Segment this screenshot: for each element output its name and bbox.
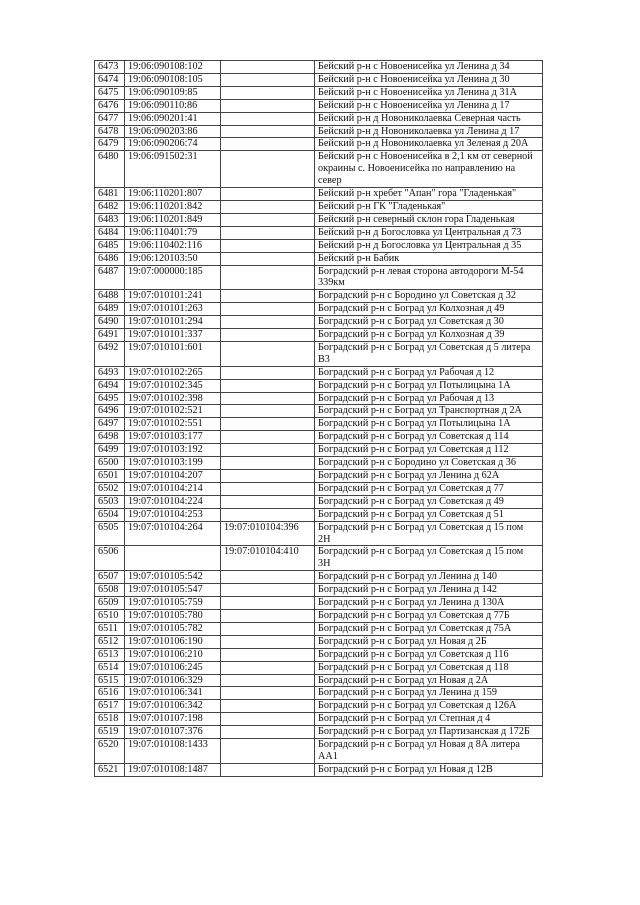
row-number-cell: 6476: [95, 99, 125, 112]
row-number-cell: 6483: [95, 213, 125, 226]
table-row: [95, 138, 543, 151]
cadastral-number-cell: 19:06:090201:41: [125, 112, 221, 125]
row-number-cell: 6475: [95, 86, 125, 99]
cadastral-number-2-cell: [221, 379, 315, 392]
address-cell: Боградский р-н с Боград ул Советская д 51: [315, 508, 543, 521]
address-cell: Боградский р-н с Боград ул Советская д 15 пом 3Н: [315, 546, 543, 571]
cadastral-number-cell: 19:07:010101:263: [125, 303, 221, 316]
address-cell: Боградский р-н с Боград ул Советская д 15 пом 2Н: [315, 521, 543, 546]
table-row: [95, 303, 543, 316]
cadastral-number-2-cell: [221, 763, 315, 776]
cadastral-number-cell: 19:07:010102:265: [125, 366, 221, 379]
cadastral-number-2-cell: [221, 597, 315, 610]
cadastral-number-cell: 19:07:010104:224: [125, 495, 221, 508]
address-cell: Бейский р-н д Новониколаевка ул Ленина д 17: [315, 125, 543, 138]
address-cell: Бейский р-н с Новоенисейка ул Ленина д 31А: [315, 86, 543, 99]
cadastral-number-2-cell: [221, 200, 315, 213]
cadastral-number-cell: 19:07:010102:521: [125, 405, 221, 418]
cadastral-number-cell: 19:06:110201:807: [125, 188, 221, 201]
address-cell: Боградский р-н с Боград ул Рабочая д 12: [315, 366, 543, 379]
cadastral-number-cell: 19:06:110401:79: [125, 226, 221, 239]
address-cell: Боградский р-н с Боград ул Ленина д 140: [315, 571, 543, 584]
cadastral-number-cell: 19:06:090108:105: [125, 73, 221, 86]
table-row: [95, 521, 543, 546]
address-cell: Боградский р-н с Боград ул Ленина д 159: [315, 687, 543, 700]
row-number-cell: 6501: [95, 470, 125, 483]
cadastral-number-cell: 19:07:010101:337: [125, 329, 221, 342]
row-number-cell: 6508: [95, 584, 125, 597]
property-table-body: [95, 61, 543, 777]
row-number-cell: 6512: [95, 635, 125, 648]
address-cell: Боградский р-н с Боград ул Новая д 2Б: [315, 635, 543, 648]
address-cell: Бейский р-н с Новоенисейка ул Ленина д 17: [315, 99, 543, 112]
row-number-cell: 6513: [95, 648, 125, 661]
address-cell: Боградский р-н с Боград ул Новая д 8А литера АА1: [315, 739, 543, 764]
cadastral-number-2-cell: [221, 73, 315, 86]
cadastral-number-cell: 19:07:010104:207: [125, 470, 221, 483]
address-cell: Боградский р-н с Боград ул Советская д 5 литера В3: [315, 341, 543, 366]
row-number-cell: 6494: [95, 379, 125, 392]
address-cell: Бейский р-н д Богословка ул Центральная д 73: [315, 226, 543, 239]
table-row: [95, 470, 543, 483]
address-cell: Боградский р-н с Боград ул Советская д 114: [315, 431, 543, 444]
table-row: [95, 86, 543, 99]
cadastral-number-cell: 19:06:091502:31: [125, 151, 221, 188]
address-cell: Боградский р-н с Боград ул Рабочая д 13: [315, 392, 543, 405]
table-row: [95, 392, 543, 405]
row-number-cell: 6506: [95, 546, 125, 571]
row-number-cell: 6515: [95, 674, 125, 687]
cadastral-number-2-cell: [221, 635, 315, 648]
row-number-cell: 6519: [95, 726, 125, 739]
row-number-cell: 6498: [95, 431, 125, 444]
table-row: [95, 571, 543, 584]
row-number-cell: 6495: [95, 392, 125, 405]
cadastral-number-cell: 19:07:010104:264: [125, 521, 221, 546]
address-cell: Бейский р-н с Новоенисейка в 2,1 км от северной окраины с. Новоенисейка по направлению на север: [315, 151, 543, 188]
cadastral-number-2-cell: [221, 151, 315, 188]
table-row: [95, 713, 543, 726]
cadastral-number-2-cell: [221, 661, 315, 674]
row-number-cell: 6520: [95, 739, 125, 764]
table-row: [95, 73, 543, 86]
row-number-cell: 6500: [95, 457, 125, 470]
cadastral-number-cell: 19:07:010105:542: [125, 571, 221, 584]
cadastral-number-2-cell: [221, 252, 315, 265]
cadastral-number-cell: 19:06:090109:85: [125, 86, 221, 99]
cadastral-number-cell: 19:07:000000:185: [125, 265, 221, 290]
cadastral-number-cell: 19:07:010105:547: [125, 584, 221, 597]
cadastral-number-cell: 19:07:010101:294: [125, 316, 221, 329]
address-cell: Боградский р-н с Боград ул Советская д 30: [315, 316, 543, 329]
address-cell: Боградский р-н с Боград ул Советская д 77Б: [315, 609, 543, 622]
row-number-cell: 6514: [95, 661, 125, 674]
cadastral-number-2-cell: [221, 188, 315, 201]
cadastral-number-2-cell: [221, 125, 315, 138]
row-number-cell: 6521: [95, 763, 125, 776]
table-row: [95, 508, 543, 521]
table-row: [95, 151, 543, 188]
row-number-cell: 6496: [95, 405, 125, 418]
address-cell: Бейский р-н хребет "Апан" гора "Гладенькая": [315, 188, 543, 201]
table-row: [95, 61, 543, 74]
cadastral-number-cell: 19:06:110402:116: [125, 239, 221, 252]
row-number-cell: 6505: [95, 521, 125, 546]
address-cell: Боградский р-н с Боград ул Советская д 112: [315, 444, 543, 457]
cadastral-number-2-cell: 19:07:010104:410: [221, 546, 315, 571]
cadastral-number-2-cell: [221, 265, 315, 290]
row-number-cell: 6504: [95, 508, 125, 521]
cadastral-number-2-cell: [221, 700, 315, 713]
cadastral-number-cell: 19:07:010105:782: [125, 622, 221, 635]
cadastral-number-2-cell: [221, 431, 315, 444]
cadastral-number-cell: 19:07:010104:253: [125, 508, 221, 521]
row-number-cell: 6502: [95, 482, 125, 495]
cadastral-number-cell: 19:06:120103:50: [125, 252, 221, 265]
address-cell: Бейский р-н д Новониколаевка ул Зеленая д 20А: [315, 138, 543, 151]
row-number-cell: 6474: [95, 73, 125, 86]
cadastral-number-2-cell: [221, 495, 315, 508]
cadastral-number-cell: 19:06:090203:86: [125, 125, 221, 138]
cadastral-number-cell: 19:07:010105:780: [125, 609, 221, 622]
document-page: [94, 60, 542, 777]
row-number-cell: 6507: [95, 571, 125, 584]
address-cell: Боградский р-н с Боград ул Советская д 126А: [315, 700, 543, 713]
table-row: [95, 252, 543, 265]
row-number-cell: 6509: [95, 597, 125, 610]
cadastral-number-2-cell: [221, 444, 315, 457]
table-row: [95, 200, 543, 213]
table-row: [95, 188, 543, 201]
address-cell: Боградский р-н с Боград ул Новая д 2А: [315, 674, 543, 687]
row-number-cell: 6518: [95, 713, 125, 726]
row-number-cell: 6485: [95, 239, 125, 252]
address-cell: Боградский р-н с Боград ул Степная д 4: [315, 713, 543, 726]
cadastral-number-2-cell: [221, 726, 315, 739]
row-number-cell: 6478: [95, 125, 125, 138]
address-cell: Боградский р-н с Боград ул Новая д 12В: [315, 763, 543, 776]
cadastral-number-cell: 19:06:090206:74: [125, 138, 221, 151]
row-number-cell: 6499: [95, 444, 125, 457]
cadastral-number-2-cell: [221, 392, 315, 405]
address-cell: Боградский р-н с Боград ул Колхозная д 49: [315, 303, 543, 316]
cadastral-number-cell: 19:07:010108:1433: [125, 739, 221, 764]
row-number-cell: 6477: [95, 112, 125, 125]
cadastral-number-2-cell: [221, 648, 315, 661]
row-number-cell: 6488: [95, 290, 125, 303]
table-row: [95, 622, 543, 635]
table-row: [95, 366, 543, 379]
address-cell: Боградский р-н с Боград ул Ленина д 130А: [315, 597, 543, 610]
cadastral-number-2-cell: [221, 571, 315, 584]
cadastral-number-cell: 19:07:010106:210: [125, 648, 221, 661]
address-cell: Боградский р-н с Боград ул Потылицына 1А: [315, 418, 543, 431]
row-number-cell: 6492: [95, 341, 125, 366]
cadastral-number-2-cell: [221, 739, 315, 764]
cadastral-number-2-cell: [221, 226, 315, 239]
address-cell: Боградский р-н с Боград ул Потылицына 1А: [315, 379, 543, 392]
cadastral-number-2-cell: [221, 112, 315, 125]
cadastral-number-cell: 19:06:110201:842: [125, 200, 221, 213]
cadastral-number-cell: 19:07:010105:759: [125, 597, 221, 610]
table-row: [95, 635, 543, 648]
table-row: [95, 418, 543, 431]
row-number-cell: 6497: [95, 418, 125, 431]
cadastral-number-cell: 19:07:010101:241: [125, 290, 221, 303]
cadastral-number-2-cell: [221, 213, 315, 226]
cadastral-number-2-cell: [221, 584, 315, 597]
cadastral-number-2-cell: [221, 418, 315, 431]
row-number-cell: 6503: [95, 495, 125, 508]
address-cell: Бейский р-н северный склон гора Гладенькая: [315, 213, 543, 226]
row-number-cell: 6493: [95, 366, 125, 379]
cadastral-number-cell: 19:07:010106:342: [125, 700, 221, 713]
table-row: [95, 726, 543, 739]
cadastral-number-cell: 19:07:010103:177: [125, 431, 221, 444]
table-row: [95, 584, 543, 597]
cadastral-number-2-cell: [221, 713, 315, 726]
address-cell: Бейский р-н с Новоенисейка ул Ленина д 30: [315, 73, 543, 86]
address-cell: Бейский р-н Бабик: [315, 252, 543, 265]
cadastral-number-2-cell: [221, 482, 315, 495]
address-cell: Боградский р-н с Боград ул Советская д 116: [315, 648, 543, 661]
row-number-cell: 6479: [95, 138, 125, 151]
cadastral-number-cell: 19:07:010106:190: [125, 635, 221, 648]
row-number-cell: 6491: [95, 329, 125, 342]
row-number-cell: 6511: [95, 622, 125, 635]
cadastral-number-cell: 19:07:010102:551: [125, 418, 221, 431]
cadastral-number-cell: 19:07:010103:192: [125, 444, 221, 457]
property-table: [94, 60, 543, 777]
table-row: [95, 379, 543, 392]
table-row: [95, 648, 543, 661]
cadastral-number-2-cell: [221, 61, 315, 74]
table-row: [95, 213, 543, 226]
row-number-cell: 6516: [95, 687, 125, 700]
row-number-cell: 6482: [95, 200, 125, 213]
row-number-cell: 6484: [95, 226, 125, 239]
table-row: [95, 457, 543, 470]
cadastral-number-cell: 19:07:010106:329: [125, 674, 221, 687]
table-row: [95, 739, 543, 764]
cadastral-number-cell: 19:06:110201:849: [125, 213, 221, 226]
table-row: [95, 674, 543, 687]
cadastral-number-cell: 19:07:010107:376: [125, 726, 221, 739]
table-row: [95, 597, 543, 610]
cadastral-number-2-cell: [221, 329, 315, 342]
cadastral-number-2-cell: [221, 239, 315, 252]
row-number-cell: 6486: [95, 252, 125, 265]
table-row: [95, 609, 543, 622]
table-row: [95, 687, 543, 700]
cadastral-number-2-cell: [221, 341, 315, 366]
table-row: [95, 99, 543, 112]
cadastral-number-2-cell: [221, 609, 315, 622]
address-cell: Боградский р-н с Боград ул Советская д 49: [315, 495, 543, 508]
cadastral-number-cell: 19:07:010106:245: [125, 661, 221, 674]
cadastral-number-cell: 19:06:090108:102: [125, 61, 221, 74]
address-cell: Боградский р-н с Боград ул Транспортная д 2А: [315, 405, 543, 418]
cadastral-number-2-cell: [221, 366, 315, 379]
table-row: [95, 125, 543, 138]
table-row: [95, 405, 543, 418]
table-row: [95, 700, 543, 713]
row-number-cell: 6490: [95, 316, 125, 329]
cadastral-number-2-cell: [221, 86, 315, 99]
address-cell: Боградский р-н с Бородино ул Советская д 36: [315, 457, 543, 470]
address-cell: Бейский р-н д Новониколаевка Северная часть: [315, 112, 543, 125]
table-row: [95, 290, 543, 303]
cadastral-number-2-cell: [221, 687, 315, 700]
cadastral-number-2-cell: [221, 470, 315, 483]
table-row: [95, 495, 543, 508]
table-row: [95, 482, 543, 495]
table-row: [95, 444, 543, 457]
table-row: [95, 431, 543, 444]
cadastral-number-2-cell: [221, 405, 315, 418]
address-cell: Боградский р-н левая сторона автодороги М-54 339км: [315, 265, 543, 290]
cadastral-number-2-cell: [221, 508, 315, 521]
row-number-cell: 6489: [95, 303, 125, 316]
cadastral-number-cell: 19:07:010107:198: [125, 713, 221, 726]
cadastral-number-2-cell: [221, 674, 315, 687]
table-row: [95, 239, 543, 252]
address-cell: Боградский р-н с Боград ул Советская д 75А: [315, 622, 543, 635]
address-cell: Боградский р-н с Боград ул Советская д 77: [315, 482, 543, 495]
table-row: [95, 763, 543, 776]
table-row: [95, 329, 543, 342]
table-row: [95, 265, 543, 290]
row-number-cell: 6517: [95, 700, 125, 713]
cadastral-number-cell: 19:07:010102:398: [125, 392, 221, 405]
cadastral-number-2-cell: [221, 457, 315, 470]
cadastral-number-2-cell: [221, 99, 315, 112]
address-cell: Бейский р-н ГК "Гладенькая": [315, 200, 543, 213]
row-number-cell: 6480: [95, 151, 125, 188]
row-number-cell: 6473: [95, 61, 125, 74]
cadastral-number-2-cell: [221, 303, 315, 316]
cadastral-number-cell: 19:07:010101:601: [125, 341, 221, 366]
address-cell: Боградский р-н с Боград ул Ленина д 62А: [315, 470, 543, 483]
address-cell: Бейский р-н д Богословка ул Центральная д 35: [315, 239, 543, 252]
cadastral-number-cell: 19:07:010103:199: [125, 457, 221, 470]
cadastral-number-2-cell: [221, 290, 315, 303]
table-row: [95, 341, 543, 366]
cadastral-number-cell: 19:06:090110:86: [125, 99, 221, 112]
row-number-cell: 6481: [95, 188, 125, 201]
row-number-cell: 6487: [95, 265, 125, 290]
cadastral-number-2-cell: [221, 316, 315, 329]
table-row: [95, 316, 543, 329]
address-cell: Боградский р-н с Боград ул Ленина д 142: [315, 584, 543, 597]
table-row: [95, 112, 543, 125]
cadastral-number-cell: 19:07:010108:1487: [125, 763, 221, 776]
cadastral-number-cell: [125, 546, 221, 571]
address-cell: Бейский р-н с Новоенисейка ул Ленина д 34: [315, 61, 543, 74]
cadastral-number-2-cell: [221, 138, 315, 151]
cadastral-number-2-cell: [221, 622, 315, 635]
cadastral-number-cell: 19:07:010106:341: [125, 687, 221, 700]
address-cell: Боградский р-н с Боград ул Советская д 118: [315, 661, 543, 674]
cadastral-number-2-cell: 19:07:010104:396: [221, 521, 315, 546]
row-number-cell: 6510: [95, 609, 125, 622]
table-row: [95, 661, 543, 674]
cadastral-number-cell: 19:07:010102:345: [125, 379, 221, 392]
cadastral-number-cell: 19:07:010104:214: [125, 482, 221, 495]
address-cell: Боградский р-н с Боград ул Партизанская д 172Б: [315, 726, 543, 739]
address-cell: Боградский р-н с Бородино ул Советская д 32: [315, 290, 543, 303]
table-row: [95, 546, 543, 571]
table-row: [95, 226, 543, 239]
address-cell: Боградский р-н с Боград ул Колхозная д 39: [315, 329, 543, 342]
